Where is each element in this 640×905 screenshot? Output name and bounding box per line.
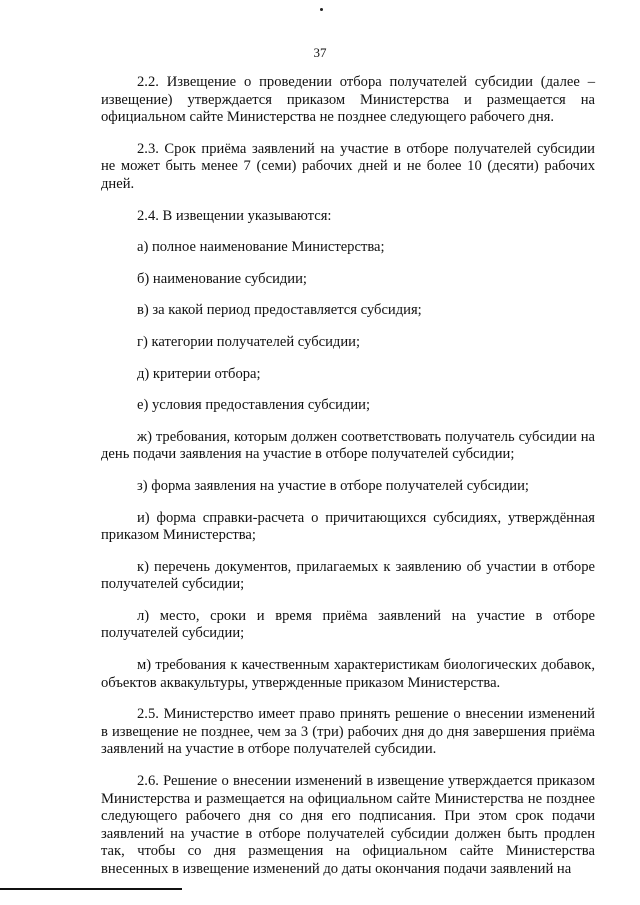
- list-item-k: к) перечень документов, прилагаемых к заявлению об участии в отборе получателей субсидии;: [101, 558, 595, 593]
- footer-rule: [0, 888, 182, 890]
- page-number: 37: [313, 45, 327, 60]
- paragraph-2-5: 2.5. Министерство имеет право принять решение о внесении изменений в извещение не позднее, чем за 3 (три) рабочих дня до дня завершения приёма заявлений на участие в отборе получателей субсидии.: [101, 706, 595, 758]
- list-item-v: в) за какой период предоставляется субсидия;: [137, 302, 422, 319]
- list-item-g: г) категории получателей субсидии;: [137, 333, 361, 350]
- paragraph-2-3: 2.3. Срок приёма заявлений на участие в отборе получателей субсидии не может быть менее 7 (семи) рабочих дней и не более 10 (десяти) рабочих дней.: [101, 140, 595, 192]
- list-item-l: л) место, сроки и время приёма заявлений на участие в отборе получателей субсидии;: [101, 607, 595, 642]
- list-item-e: е) условия предоставления субсидии;: [137, 397, 371, 414]
- list-item-zh: ж) требования, которым должен соответствовать получатель субсидии на день подачи заявления на участие в отборе получателей субсидии;: [101, 428, 595, 463]
- document-body: [101, 74, 595, 893]
- scan-dot: [320, 8, 323, 11]
- list-item-a: а) полное наименование Министерства;: [137, 239, 385, 256]
- list-item-z: з) форма заявления на участие в отборе получателей субсидии;: [137, 477, 529, 494]
- list-item-i: и) форма справки-расчета о причитающихся субсидиях, утверждённая приказом Министерства;: [101, 509, 595, 544]
- list-item-m: м) требования к качественным характеристикам биологических добавок, объектов аквакультуры, утвержденные приказом Министерства.: [101, 657, 595, 691]
- paragraph-2-4: 2.4. В извещении указываются:: [137, 207, 332, 224]
- list-item-d: д) критерии отбора;: [137, 365, 261, 382]
- paragraph-2-2: 2.2. Извещение о проведении отбора получателей субсидии (далее – извещение) утверждается приказом Министерства и размещается на официальном сайте Министерства не позднее следующего рабочего дня.: [101, 74, 595, 126]
- paragraph-2-6: 2.6. Решение о внесении изменений в извещение утверждается приказом Министерства и размещается на официальном сайте Министерства не позднее следующего рабочего дня со дня его подписания. При этом срок подачи заявлений на участие в отборе получателей субсидии должен быть продлен так, чтобы со дня размещения на официальном сайте Министерства внесенных в извещение изменений до даты окончания подачи заявлений на: [101, 773, 595, 877]
- list-item-b: б) наименование субсидии;: [137, 270, 307, 287]
